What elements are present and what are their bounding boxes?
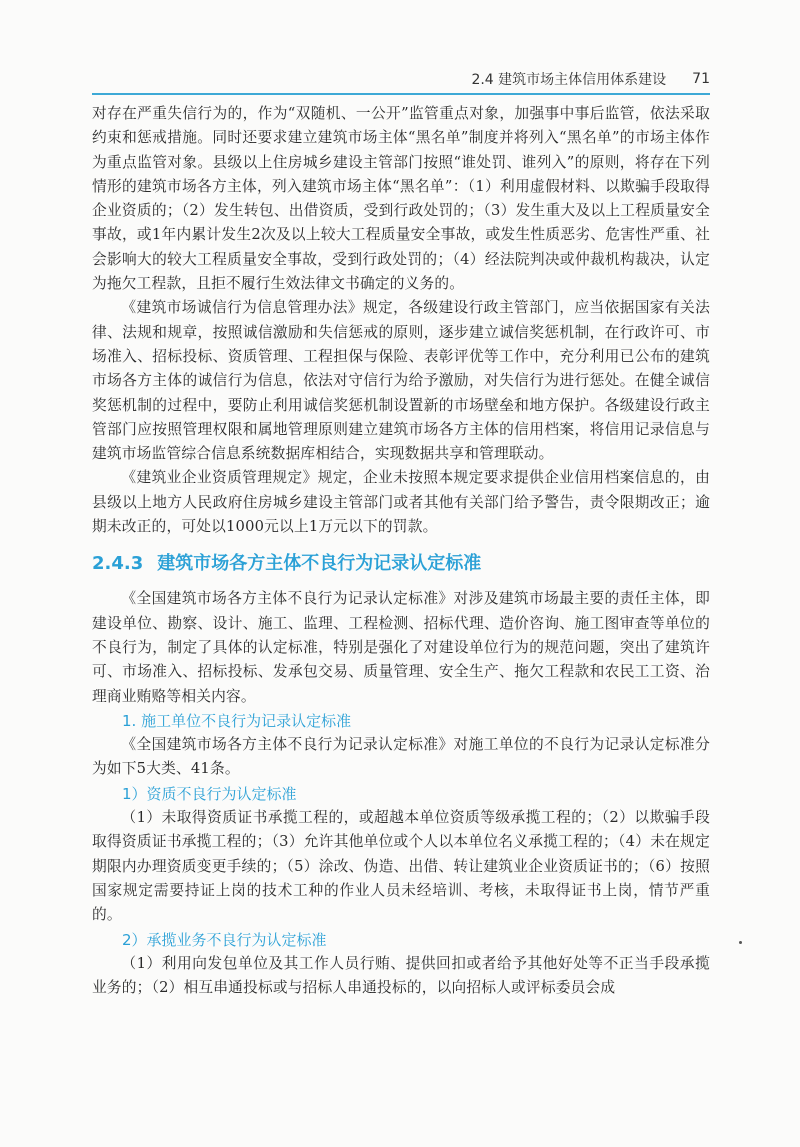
paragraph-qualification-rules: 《建筑业企业资质管理规定》规定，企业未按照本规定要求提供企业信用档案信息的，由县级以上地方人民政府住房城乡建设主管部门或者其他有关部门给予警告，责令限期改正；逾期未改正的，可处以1000元以上1万元以下的罚款。: [92, 469, 710, 536]
paragraph-standard-overview: 《全国建筑市场各方主体不良行为记录认定标准》对涉及建筑市场最主要的责任主体，即建设单位、勘察、设计、施工、监理、工程检测、招标代理、造价咨询、施工图审查等单位的不良行为，制定了具体的认定标准，特别是强化了对建设单位行为的规范问题，突出了建筑许可、市场准入、招标投标、发承包交易、质量管理、安全生产、拖欠工程款和农民工工资、治理商业贿赂等相关内容。: [92, 590, 710, 705]
subheading-contractor: 1. 施工单位不良行为记录认定标准: [122, 711, 352, 730]
running-header: [92, 68, 710, 90]
paragraph-blacklist: 对存在严重失信行为的，作为“双随机、一公开”监管重点对象，加强事中事后监管，依法采取约束和惩戒措施。同时还要求建立建筑市场主体“黑名单”制度并将列入“黑名单”的市场主体作为重点监管对象。县级以上住房城乡建设主管部门按照“谁处罚、谁列入”的原则，将存在下列情形的建筑市场各方主体，列入建筑市场主体“黑名单”：（1）利用虚假材料、以欺骗手段取得企业资质的；（2）发生转包、出借资质，受到行政处罚的；（3）发生重大及以上工程质量安全事故，或1年内累计发生2次及以上较大工程质量安全事故，或发生性质恶劣、危害性严重、社会影响大的较大工程质量安全事故，受到行政处罚的；（4）经法院判决或仲裁机构裁决，认定为拖欠工程款，且拒不履行生效法律文书确定的义务的。: [92, 105, 710, 293]
margin-mark: [739, 941, 742, 944]
paragraph-integrity-measures: 《建筑市场诚信行为信息管理办法》规定，各级建设行政主管部门，应当依据国家有关法律、法规和规章，按照诚信激励和失信惩戒的原则，逐步建立诚信奖惩机制，在行政许可、市场准入、招标投标、资质管理、工程担保与保险、表彰评优等工作中，充分利用已公布的建筑市场各方主体的诚信行为信息，依法对守信行为给予激励，对失信行为进行惩处。在健全诚信奖惩机制的过程中，要防止利用诚信奖惩机制设置新的市场壁垒和地方保护。各级建设行政主管部门应按照管理权限和属地管理原则建立建筑市场各方主体的信用档案，将信用记录信息与建筑市场监管综合信息系统数据库相结合，实现数据共享和管理联动。: [92, 299, 710, 463]
section-heading: [92, 551, 710, 577]
paragraph-qualification-items: （1）未取得资质证书承揽工程的，或超越本单位资质等级承揽工程的；（2）以欺骗手段取得资质证书承揽工程的；（3）允许其他单位或个人以本单位名义承揽工程的；（4）未在规定期限内办理资质变更手续的；（5）涂改、伪造、出借、转让建筑业企业资质证书的；（6）按照国家规定需要持证上岗的技术工种的作业人员未经培训、考核，未取得证书上岗，情节严重的。: [92, 809, 710, 924]
header-rule: [92, 93, 710, 95]
page-number: 71: [692, 71, 710, 87]
body-text: [92, 102, 710, 1000]
header-section-title: 2.4 建筑市场主体信用体系建设: [471, 72, 667, 88]
paragraph-contracting-items: （1）利用向发包单位及其工作人员行贿、提供回扣或者给予其他好处等不正当手段承揽业务的；（2）相互串通投标或与招标人串通投标的，以向招标人或评标委员会成: [92, 954, 710, 997]
paragraph-contractor-categories: 《全国建筑市场各方主体不良行为记录认定标准》对施工单位的不良行为记录认定标准分为如下5大类、41条。: [92, 736, 710, 778]
section-title: 建筑市场各方主体不良行为记录认定标准: [157, 553, 482, 575]
subheading-qualification: 1）资质不良行为认定标准: [122, 784, 297, 803]
subheading-contracting: 2）承揽业务不良行为认定标准: [122, 930, 327, 949]
section-number: 2.4.3: [92, 553, 144, 575]
